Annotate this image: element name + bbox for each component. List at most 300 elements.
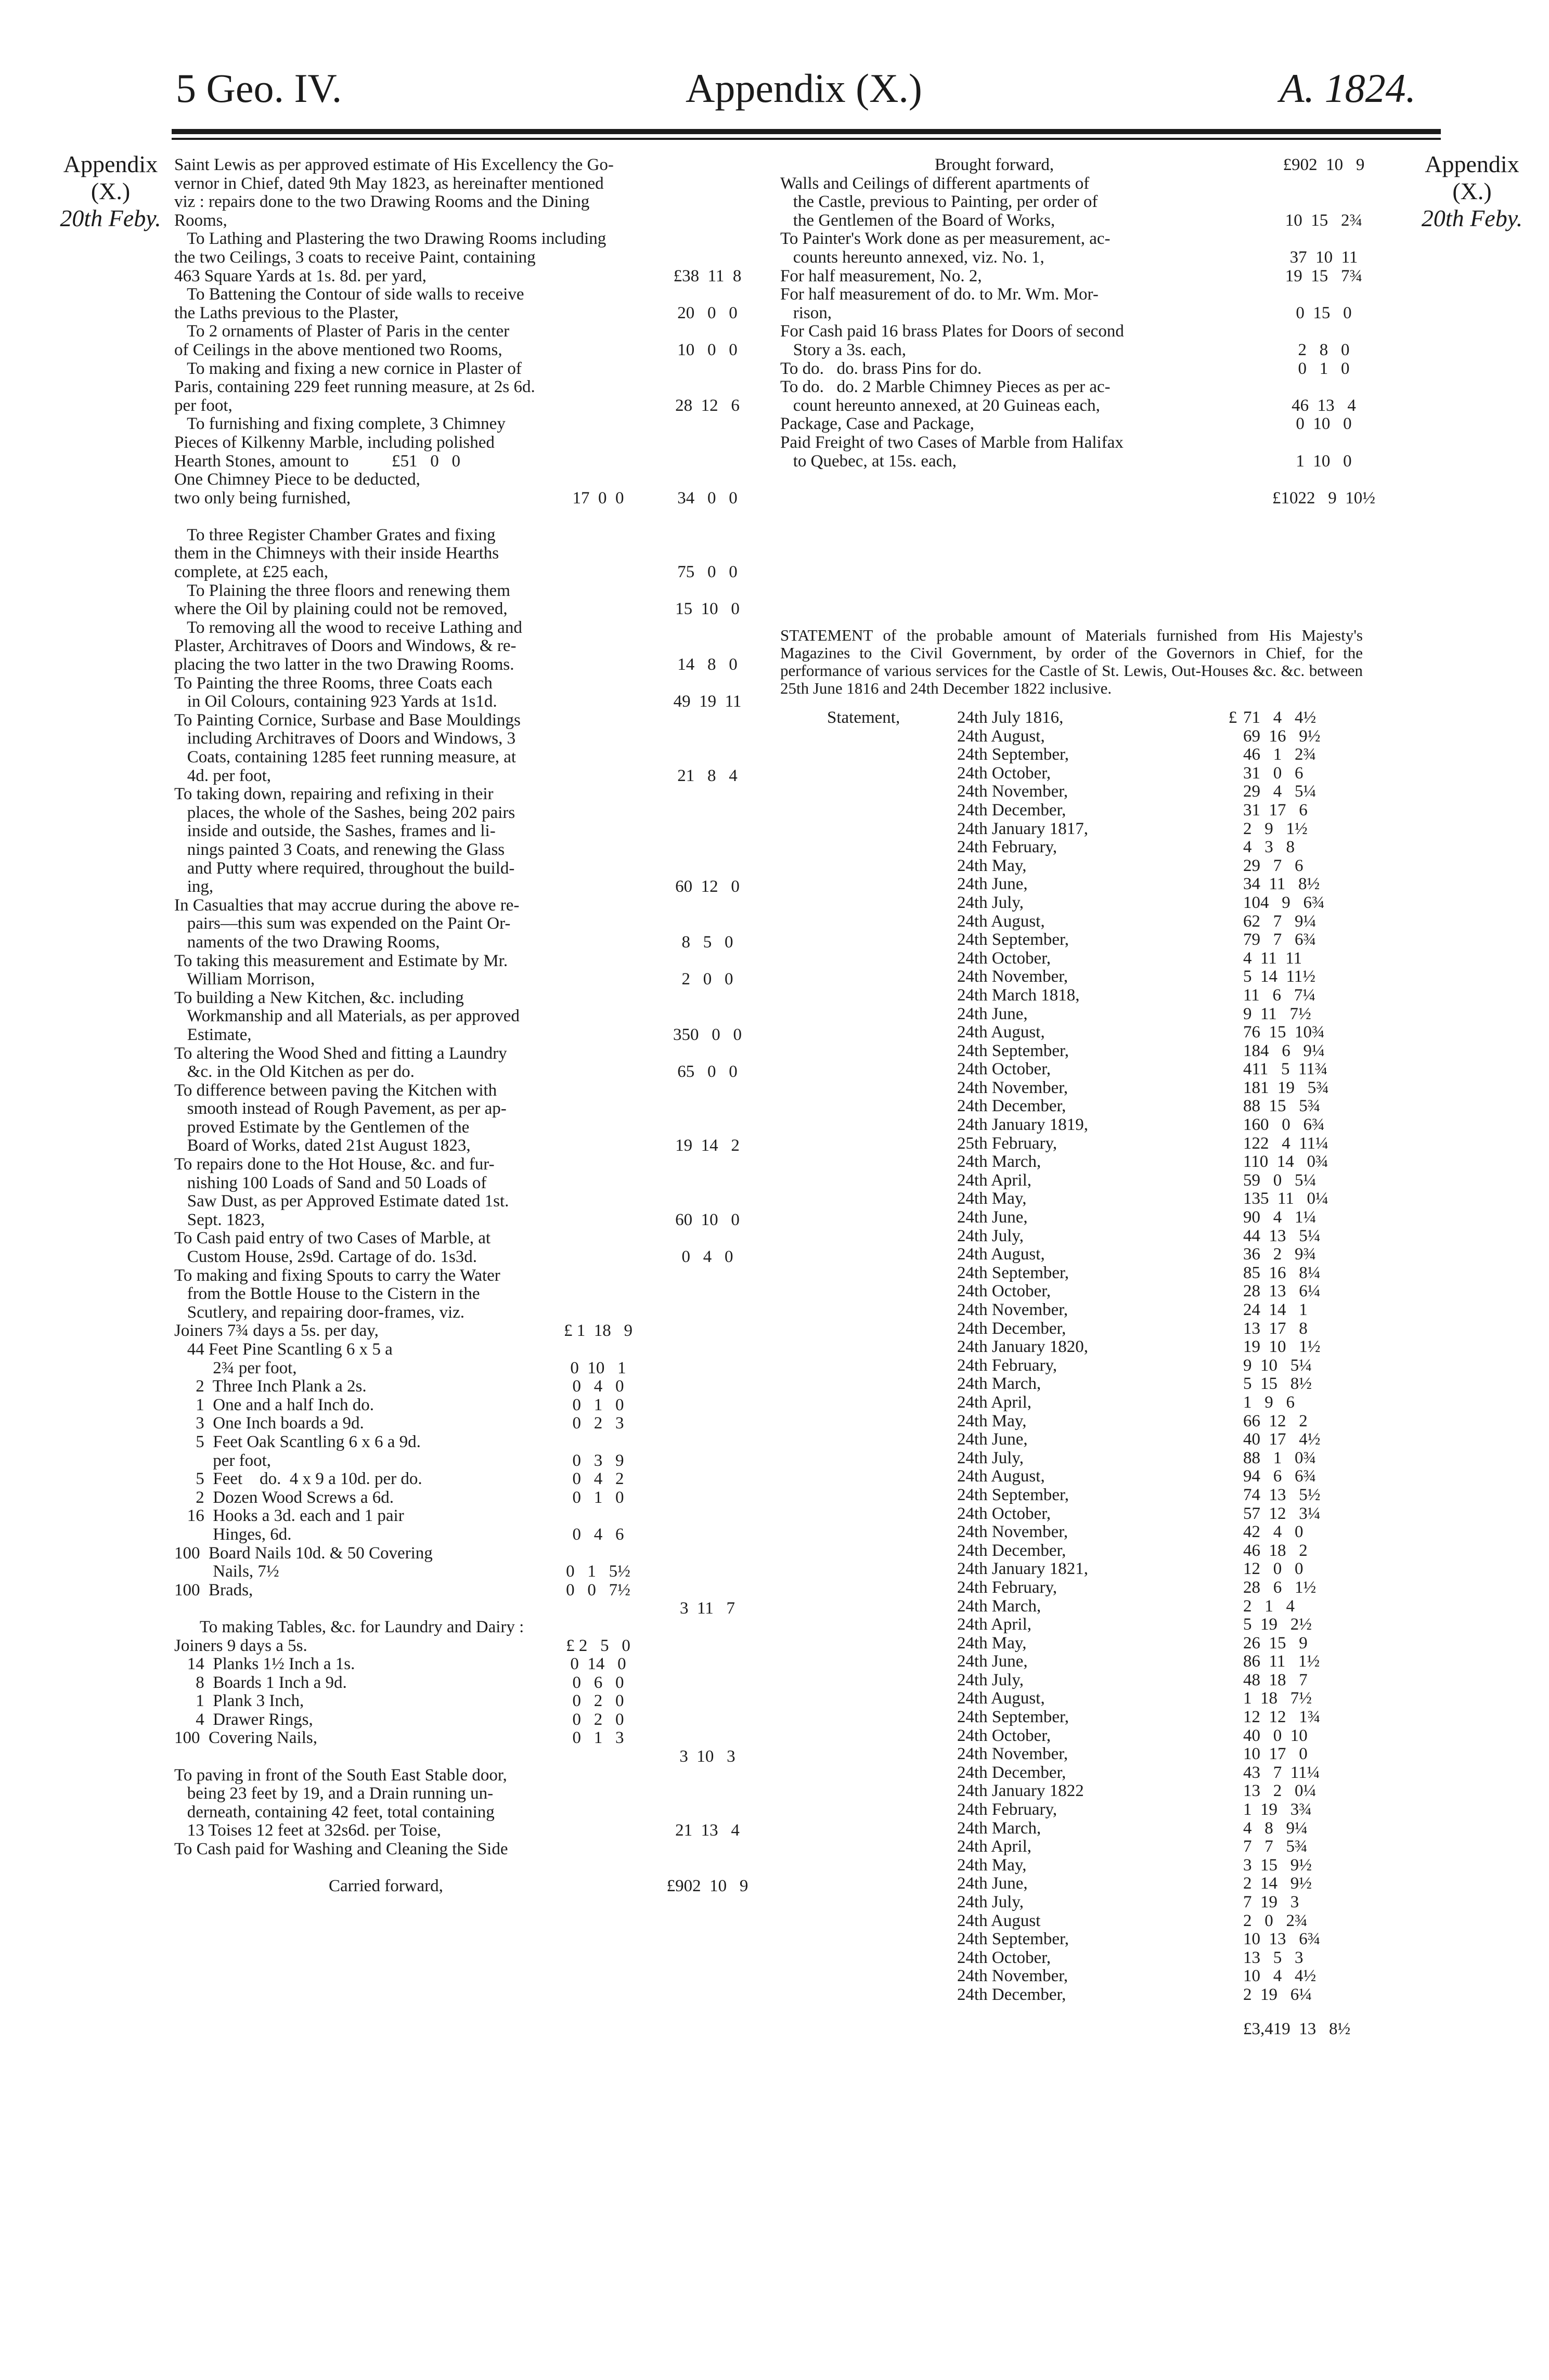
entry-text: Hearth Stones, amount to £51 0 0 bbox=[174, 451, 460, 471]
statement-row bbox=[780, 1227, 1363, 1246]
statement-value: 40 0 10 bbox=[1243, 1726, 1308, 1745]
statement-row bbox=[780, 1467, 1363, 1486]
ledger-row bbox=[780, 304, 1378, 323]
entry-text: To building a New Kitchen, &c. including bbox=[174, 988, 464, 1007]
statement-date: 24th February, bbox=[957, 1356, 1057, 1375]
statement-value: 9 11 7½ bbox=[1243, 1004, 1311, 1023]
sub-amount: 0 1 0 bbox=[572, 1395, 624, 1414]
statement-date: 24th December, bbox=[957, 1319, 1066, 1338]
statement-value: 2 14 9½ bbox=[1243, 1874, 1312, 1893]
ledger-row bbox=[174, 804, 762, 823]
statement-value: 85 16 8¼ bbox=[1243, 1263, 1321, 1282]
entry-text: 100 Covering Nails, bbox=[174, 1728, 317, 1748]
entry-text: and Putty where required, throughout the build- bbox=[174, 859, 515, 878]
statement-value: 44 13 5¼ bbox=[1243, 1226, 1321, 1245]
statement-value: 5 15 8½ bbox=[1243, 1374, 1312, 1394]
amount: 0 1 0 bbox=[1298, 359, 1350, 378]
statement-value: 46 18 2 bbox=[1243, 1541, 1308, 1560]
statement-date: 24th June, bbox=[957, 1208, 1028, 1227]
amount: 20 0 0 bbox=[677, 303, 738, 322]
statement-row bbox=[780, 894, 1363, 913]
statement-row bbox=[780, 1579, 1363, 1597]
statement-row bbox=[780, 1449, 1363, 1468]
entry-text: the two Ceilings, 3 coats to receive Paint, containing bbox=[174, 248, 536, 267]
statement-value: 9 10 5¼ bbox=[1243, 1356, 1312, 1375]
statement-date: 24th September, bbox=[957, 1263, 1069, 1282]
amount: £1022 9 10½ bbox=[1272, 488, 1375, 508]
statement-value: 2 0 2¾ bbox=[1243, 1911, 1308, 1930]
amount: 2 0 0 bbox=[681, 970, 733, 989]
statement-value: 11 6 7¼ bbox=[1243, 985, 1316, 1005]
entry-text: To Battening the Contour of side walls to receive bbox=[174, 285, 524, 304]
entry-text: including Architraves of Doors and Windows, 3 bbox=[174, 729, 516, 748]
statement-value: 76 15 10¾ bbox=[1243, 1023, 1325, 1042]
entry-text: Walls and Ceilings of different apartments of bbox=[780, 174, 1090, 193]
statement-value: 4 8 9¼ bbox=[1243, 1818, 1308, 1838]
statement-date: 24th November, bbox=[957, 1523, 1068, 1542]
entry-text: Estimate, bbox=[174, 1025, 252, 1044]
ledger-row bbox=[174, 1655, 762, 1674]
ledger-row bbox=[174, 285, 762, 304]
entry-text: 4d. per foot, bbox=[174, 766, 272, 785]
margin-note-left bbox=[49, 151, 172, 232]
right-column-accounts bbox=[780, 156, 1378, 508]
ledger-row bbox=[174, 582, 762, 601]
amount: 19 15 7¾ bbox=[1285, 266, 1363, 285]
statement-date: 24th August, bbox=[957, 1023, 1045, 1042]
statement-total-row bbox=[780, 2020, 1363, 2039]
ledger-row bbox=[174, 341, 762, 360]
entry-text: viz : repairs done to the two Drawing Rooms and the Dining bbox=[174, 192, 590, 212]
statement-date: 24th July, bbox=[957, 1893, 1024, 1911]
ledger-row bbox=[174, 212, 762, 230]
entry-text: vernor in Chief, dated 9th May 1823, as hereinafter mentioned bbox=[174, 174, 604, 193]
amount: 49 19 11 bbox=[673, 692, 742, 711]
entry-text: 3 One Inch boards a 9d. bbox=[174, 1414, 364, 1433]
entry-text: 463 Square Yards at 1s. 8d. per yard, bbox=[174, 266, 427, 285]
margin-note-right bbox=[1404, 151, 1540, 232]
statement-row bbox=[780, 1486, 1363, 1505]
entry-text: To paving in front of the South East Stable door, bbox=[174, 1765, 507, 1785]
statement-value: 88 15 5¾ bbox=[1243, 1097, 1321, 1116]
ledger-row bbox=[174, 1285, 762, 1304]
amount: 60 10 0 bbox=[675, 1210, 740, 1229]
statement-date: 24th May, bbox=[957, 1189, 1027, 1208]
statement-row bbox=[780, 1912, 1363, 1931]
ledger-row bbox=[780, 193, 1378, 212]
ledger-row bbox=[174, 267, 762, 286]
statement-row bbox=[780, 1412, 1363, 1431]
ledger-row bbox=[174, 1063, 762, 1082]
sub-amount: £ 1 18 9 bbox=[564, 1321, 632, 1341]
amount: £902 10 9 bbox=[1283, 155, 1365, 174]
entry-text: Workmanship and all Materials, as per approved bbox=[174, 1007, 520, 1026]
amount: 34 0 0 bbox=[677, 488, 738, 508]
ledger-row bbox=[174, 1304, 762, 1322]
statement-row bbox=[780, 1819, 1363, 1838]
statement-row bbox=[780, 968, 1363, 986]
ledger-row bbox=[174, 1489, 762, 1507]
entry-text: To making and fixing a new cornice in Plaster of bbox=[174, 359, 522, 378]
sub-amount: 0 4 2 bbox=[572, 1469, 624, 1489]
statement-date: 24th November, bbox=[957, 1078, 1068, 1097]
ledger-row bbox=[174, 1082, 762, 1100]
ledger-row bbox=[780, 230, 1378, 249]
entry-text: Story a 3s. each, bbox=[780, 340, 906, 359]
statement-value: 31 17 6 bbox=[1243, 800, 1308, 820]
ledger-row bbox=[174, 1785, 762, 1803]
sub-amount: 0 2 3 bbox=[572, 1414, 624, 1433]
entry-text: of Ceilings in the above mentioned two Rooms, bbox=[174, 340, 502, 359]
entry-text: Package, Case and Package, bbox=[780, 414, 974, 434]
statement-row bbox=[780, 1430, 1363, 1449]
amount: 0 10 0 bbox=[1296, 414, 1352, 434]
entry-text: where the Oil by plaining could not be removed, bbox=[174, 600, 508, 619]
header-center: Appendix (X.) bbox=[686, 66, 922, 111]
statement-date: 24th February, bbox=[957, 1800, 1057, 1819]
ledger-row bbox=[174, 193, 762, 212]
ledger-row bbox=[780, 212, 1378, 230]
statement-date: 24th October, bbox=[957, 1282, 1051, 1301]
ledger-row bbox=[174, 544, 762, 563]
sub-amount: 0 6 0 bbox=[572, 1673, 624, 1692]
ledger-row bbox=[174, 1692, 762, 1711]
entry-text: Scutlery, and repairing door-frames, viz. bbox=[174, 1303, 465, 1322]
statement-row bbox=[780, 1023, 1363, 1042]
statement-date: 24th June, bbox=[957, 1430, 1028, 1449]
entry-text: Sept. 1823, bbox=[174, 1210, 265, 1229]
statement-row bbox=[780, 1616, 1363, 1634]
entry-text: count hereunto annexed, at 20 Guineas each, bbox=[780, 396, 1100, 415]
statement-value: 90 4 1¼ bbox=[1243, 1208, 1316, 1227]
ledger-row bbox=[174, 1507, 762, 1526]
sub-amount: 17 0 0 bbox=[572, 488, 624, 508]
statement-row bbox=[780, 1893, 1363, 1912]
statement-row bbox=[780, 1801, 1363, 1819]
entry-text: 2 Dozen Wood Screws a 6d. bbox=[174, 1488, 394, 1507]
statement-date: 24th February, bbox=[957, 1578, 1057, 1597]
ledger-row bbox=[174, 1174, 762, 1193]
entry-text: To Painting Cornice, Surbase and Base Mouldings bbox=[174, 710, 521, 730]
amount: 3 11 7 bbox=[679, 1599, 735, 1618]
statement-date: 24th August, bbox=[957, 912, 1045, 931]
statement-date: 24th May, bbox=[957, 856, 1027, 875]
statement-value: 42 4 0 bbox=[1243, 1523, 1303, 1542]
statement-date: 24th January 1819, bbox=[957, 1115, 1089, 1135]
entry-text: In Casualties that may accrue during the above re- bbox=[174, 895, 520, 915]
statement-date: 24th September, bbox=[957, 1485, 1069, 1504]
ledger-row bbox=[174, 1248, 762, 1267]
entry-text: 100 Brads, bbox=[174, 1580, 253, 1599]
statement-row bbox=[780, 1375, 1363, 1394]
statement-date: 24th October, bbox=[957, 1504, 1051, 1523]
entry-text: For half measurement of do. to Mr. Wm. Mor- bbox=[780, 285, 1099, 304]
ledger-row bbox=[174, 1822, 762, 1840]
statement-value: 135 11 0¼ bbox=[1243, 1189, 1328, 1208]
amount: £902 10 9 bbox=[666, 1877, 748, 1896]
entry-text: Paid Freight of two Cases of Marble from Halifax bbox=[780, 433, 1124, 452]
statement-row bbox=[780, 950, 1363, 968]
statement-value: 5 14 11½ bbox=[1243, 967, 1316, 986]
amount: 0 15 0 bbox=[1296, 303, 1352, 322]
ledger-row bbox=[174, 1137, 762, 1155]
statement-date: 24th July, bbox=[957, 893, 1024, 912]
entry-text: To Lathing and Plastering the two Drawing Rooms including bbox=[174, 229, 606, 249]
statement-row bbox=[780, 1190, 1363, 1208]
entry-text: Board of Works, dated 21st August 1823, bbox=[174, 1136, 471, 1155]
statement-value: 13 5 3 bbox=[1243, 1948, 1303, 1967]
entry-text: complete, at £25 each, bbox=[174, 563, 328, 582]
ledger-row bbox=[174, 434, 762, 452]
margin-left-line3: 20th Feby. bbox=[60, 205, 161, 231]
statement-date: 24th January 1820, bbox=[957, 1337, 1089, 1357]
statement-value: 31 0 6 bbox=[1243, 763, 1303, 783]
ledger-row bbox=[174, 1877, 762, 1896]
amount: 75 0 0 bbox=[677, 563, 738, 582]
ledger-row bbox=[174, 841, 762, 860]
statement-date: 24th September, bbox=[957, 1708, 1069, 1727]
ledger-row bbox=[780, 249, 1378, 267]
statement-value: 26 15 9 bbox=[1243, 1633, 1308, 1653]
sub-amount: £ 2 5 0 bbox=[566, 1636, 630, 1655]
statement-value: 40 17 4½ bbox=[1243, 1430, 1321, 1449]
amount: 65 0 0 bbox=[677, 1062, 738, 1082]
entry-text: Nails, 7½ bbox=[174, 1562, 279, 1581]
statement-date: 24th January 1821, bbox=[957, 1559, 1089, 1579]
entry-text: Saw Dust, as per Approved Estimate dated 1st. bbox=[174, 1192, 509, 1211]
entry-text: 14 Planks 1½ Inch a 1s. bbox=[174, 1655, 355, 1674]
ledger-row bbox=[174, 1433, 762, 1452]
ledger-row bbox=[174, 878, 762, 896]
amount: 10 15 2¾ bbox=[1285, 211, 1363, 230]
statement-date: 24th August, bbox=[957, 1689, 1045, 1708]
sub-amount: 0 4 6 bbox=[572, 1525, 624, 1544]
statement-date: 24th April, bbox=[957, 1615, 1032, 1634]
statement-row bbox=[780, 986, 1363, 1005]
ledger-row bbox=[174, 1211, 762, 1230]
header-rule-thin bbox=[172, 138, 1441, 140]
statement-date: 24th August, bbox=[957, 1245, 1045, 1264]
ledger-row bbox=[174, 1396, 762, 1415]
statement-row bbox=[780, 1653, 1363, 1671]
ledger-row bbox=[174, 322, 762, 341]
ledger-row bbox=[174, 415, 762, 434]
entry-text: Hinges, 6d. bbox=[174, 1525, 292, 1544]
statement-row bbox=[780, 1208, 1363, 1227]
ledger-row bbox=[174, 1341, 762, 1359]
statement-row bbox=[780, 1357, 1363, 1375]
statement-value: 7 19 3 bbox=[1243, 1893, 1299, 1911]
amount: 19 14 2 bbox=[675, 1136, 740, 1155]
ledger-row bbox=[174, 1026, 762, 1045]
statement-row bbox=[780, 1597, 1363, 1616]
sub-amount: 0 3 9 bbox=[572, 1451, 624, 1470]
ledger-row bbox=[174, 304, 762, 323]
statement-section bbox=[780, 627, 1363, 2038]
ledger-row bbox=[174, 693, 762, 711]
ledger-row bbox=[174, 1526, 762, 1544]
statement-date: 24th December, bbox=[957, 1541, 1066, 1560]
statement-date: 24th February, bbox=[957, 838, 1057, 857]
entry-text: the Castle, previous to Painting, per order of bbox=[780, 192, 1098, 212]
statement-date: 24th March, bbox=[957, 1818, 1041, 1838]
statement-row bbox=[780, 1245, 1363, 1264]
amount: 10 0 0 bbox=[677, 340, 738, 359]
entry-text: 2¾ per foot, bbox=[174, 1358, 297, 1377]
entry-text: William Morrison, bbox=[174, 970, 315, 989]
ledger-row bbox=[174, 674, 762, 693]
entry-text: Brought forward, bbox=[780, 155, 1054, 174]
statement-value: 10 13 6¾ bbox=[1243, 1930, 1321, 1949]
sub-amount: 0 1 0 bbox=[572, 1488, 624, 1507]
statement-row bbox=[780, 1838, 1363, 1856]
entry-text: To do. do. brass Pins for do. bbox=[780, 359, 982, 378]
statement-value: 1 19 3¾ bbox=[1243, 1800, 1312, 1819]
ledger-row bbox=[174, 600, 762, 619]
entry-text: per foot, bbox=[174, 396, 233, 415]
statement-value: 29 4 5¼ bbox=[1243, 782, 1316, 801]
amount: 21 8 4 bbox=[677, 766, 738, 785]
statement-value: 66 12 2 bbox=[1243, 1411, 1308, 1430]
entry-text: the Gentlemen of the Board of Works, bbox=[780, 211, 1055, 230]
statement-row bbox=[780, 875, 1363, 894]
ledger-row bbox=[174, 1119, 762, 1137]
entry-text: To difference between paving the Kitchen with bbox=[174, 1081, 497, 1100]
statement-date: 24th September, bbox=[957, 930, 1069, 950]
statement-date: 24th December, bbox=[957, 1985, 1066, 2004]
ledger-row bbox=[174, 1766, 762, 1785]
ledger-row bbox=[174, 1007, 762, 1026]
ledger-row bbox=[174, 785, 762, 804]
ledger-row bbox=[780, 360, 1378, 379]
entry-text: Custom House, 2s9d. Cartage of do. 1s3d. bbox=[174, 1247, 477, 1267]
ledger-row bbox=[174, 1267, 762, 1285]
entry-text: Rooms, bbox=[174, 211, 227, 230]
margin-left-line2: (X.) bbox=[91, 178, 131, 204]
statement-value: 184 6 9¼ bbox=[1243, 1041, 1325, 1060]
statement-row bbox=[780, 1949, 1363, 1968]
entry-text: to Quebec, at 15s. each, bbox=[780, 451, 957, 471]
statement-date: 24th September, bbox=[957, 1041, 1069, 1060]
amount: 8 5 0 bbox=[681, 932, 733, 952]
statement-row bbox=[780, 1560, 1363, 1579]
statement-date: 25th February, bbox=[957, 1134, 1057, 1153]
entry-text: from the Bottle House to the Cistern in the bbox=[174, 1284, 480, 1304]
currency-mark: £ bbox=[1228, 708, 1237, 727]
entry-text: One Chimney Piece to be deducted, bbox=[174, 470, 420, 489]
statement-row bbox=[780, 1394, 1363, 1412]
entry-text: being 23 feet by 19, and a Drain running un- bbox=[174, 1784, 494, 1803]
ledger-row bbox=[780, 397, 1378, 415]
statement-date: 24th July 1816, bbox=[957, 708, 1064, 727]
statement-date: 24th November, bbox=[957, 782, 1068, 801]
ledger-row bbox=[780, 452, 1378, 471]
statement-date: 24th November, bbox=[957, 967, 1068, 986]
header-right: A. 1824. bbox=[1280, 66, 1416, 111]
ledger-row bbox=[780, 341, 1378, 360]
statement-date: 24th November, bbox=[957, 1745, 1068, 1764]
statement-value: 57 12 3¼ bbox=[1243, 1504, 1321, 1523]
ledger-row bbox=[174, 1637, 762, 1656]
statement-label: Statement, bbox=[827, 708, 900, 727]
entry-text: To three Register Chamber Grates and fixing bbox=[174, 525, 496, 544]
entry-text: smooth instead of Rough Pavement, as per ap- bbox=[174, 1099, 507, 1119]
amount: 14 8 0 bbox=[677, 655, 738, 674]
ledger-row bbox=[174, 952, 762, 971]
ledger-row bbox=[174, 970, 762, 989]
ledger-row bbox=[174, 822, 762, 841]
statement-value: 13 17 8 bbox=[1243, 1319, 1308, 1338]
statement-date: 24th December, bbox=[957, 1097, 1066, 1116]
header-left: 5 Geo. IV. bbox=[176, 66, 342, 111]
ledger-row bbox=[174, 860, 762, 878]
ledger-row bbox=[174, 563, 762, 582]
ledger-row bbox=[174, 619, 762, 638]
statement-row bbox=[780, 820, 1363, 839]
statement-row bbox=[780, 1172, 1363, 1190]
statement-value: 24 14 1 bbox=[1243, 1300, 1308, 1319]
statement-row bbox=[780, 1745, 1363, 1764]
ledger-row bbox=[174, 1840, 762, 1859]
statement-value: 181 19 5¾ bbox=[1243, 1078, 1329, 1097]
statement-value: 7 7 5¾ bbox=[1243, 1837, 1308, 1856]
statement-date: 24th June, bbox=[957, 1652, 1028, 1671]
entry-text: To altering the Wood Shed and fitting a Laundry bbox=[174, 1044, 507, 1063]
statement-row bbox=[780, 1634, 1363, 1653]
statement-row bbox=[780, 1135, 1363, 1153]
amount: 46 13 4 bbox=[1292, 396, 1356, 415]
entry-text: the Laths previous to the Plaster, bbox=[174, 303, 399, 322]
entry-text: To 2 ornaments of Plaster of Paris in the center bbox=[174, 322, 510, 341]
ledger-row bbox=[174, 1748, 762, 1766]
statement-date: 24th April, bbox=[957, 1837, 1032, 1856]
ledger-row bbox=[174, 1674, 762, 1693]
entry-text: 16 Hooks a 3d. each and 1 pair bbox=[174, 1506, 404, 1526]
statement-date: 24th January 1817, bbox=[957, 819, 1089, 838]
ledger-row bbox=[174, 896, 762, 915]
entry-text: 13 Toises 12 feet at 32s6d. per Toise, bbox=[174, 1821, 441, 1840]
entry-text: Joiners 7¾ days a 5s. per day, bbox=[174, 1321, 379, 1341]
entry-text: Pieces of Kilkenny Marble, including polished bbox=[174, 433, 495, 452]
amount: 1 10 0 bbox=[1296, 451, 1352, 471]
entry-text: To Painter's Work done as per measurement, ac- bbox=[780, 229, 1111, 249]
statement-value: 122 4 11¼ bbox=[1243, 1134, 1328, 1153]
statement-date: 24th June, bbox=[957, 1874, 1028, 1893]
ledger-row bbox=[174, 1192, 762, 1211]
entry-text: inside and outside, the Sashes, frames and li- bbox=[174, 822, 496, 841]
ledger-row bbox=[174, 1045, 762, 1063]
ledger-row bbox=[174, 748, 762, 767]
statement-date: 24th March, bbox=[957, 1152, 1041, 1172]
entry-text: For Cash paid 16 brass Plates for Doors of second bbox=[780, 322, 1124, 341]
ledger-row bbox=[174, 1563, 762, 1581]
entry-text: To making Tables, &c. for Laundry and Dairy : bbox=[174, 1617, 524, 1636]
statement-row bbox=[780, 1542, 1363, 1560]
statement-row bbox=[780, 1689, 1363, 1708]
statement-date: 24th December, bbox=[957, 1763, 1066, 1782]
statement-value: 19 10 1½ bbox=[1243, 1337, 1321, 1357]
ledger-row bbox=[780, 489, 1378, 508]
entry-text: naments of the two Drawing Rooms, bbox=[174, 932, 440, 952]
entry-text: To removing all the wood to receive Lathing and bbox=[174, 618, 522, 637]
entry-text: To Cash paid for Washing and Cleaning the Side bbox=[174, 1840, 508, 1859]
statement-value: 1 18 7½ bbox=[1243, 1689, 1312, 1708]
statement-date: 24th April, bbox=[957, 1171, 1032, 1190]
ledger-row bbox=[174, 1414, 762, 1433]
sub-amount: 0 0 7½ bbox=[566, 1580, 630, 1599]
statement-value: 12 12 1¾ bbox=[1243, 1708, 1321, 1727]
sub-amount: 0 4 0 bbox=[572, 1377, 624, 1396]
